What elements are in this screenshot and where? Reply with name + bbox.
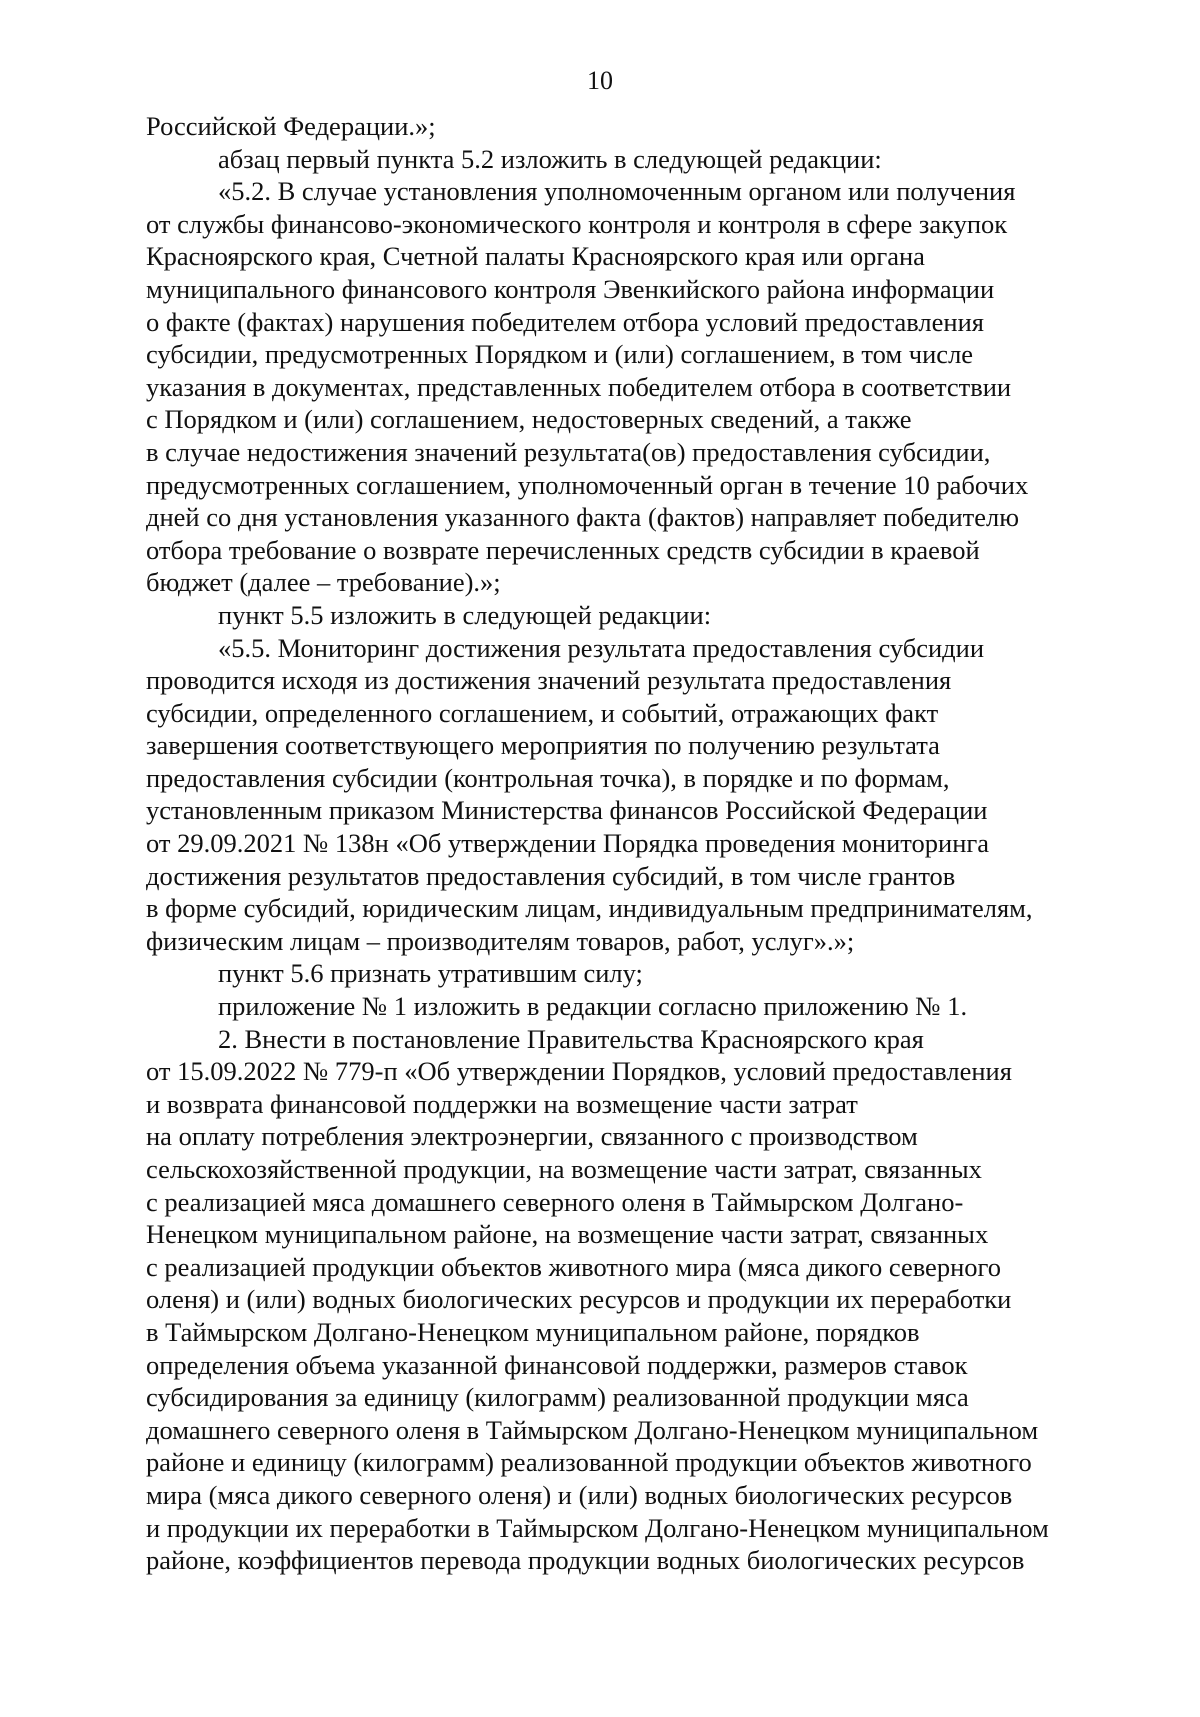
text-line: районе, коэффициентов перевода продукции водных биологических ресурсов: [146, 1545, 1025, 1576]
text-line: муниципального финансового контроля Эвенкийского района информации: [146, 273, 995, 304]
text-line: 2. Внести в постановление Правительства Красноярского края: [218, 1023, 924, 1054]
text-line: сельскохозяйственной продукции, на возмещение части затрат, связанных: [146, 1154, 982, 1184]
text-line: в Таймырском Долгано-Ненецком муниципальном районе, порядков: [146, 1316, 920, 1347]
text-line: и продукции их переработки в Таймырском Долгано-Ненецком муниципальном: [146, 1512, 1049, 1543]
text-line: физическим лицам – производителям товаров, работ, услуг».»;: [146, 925, 855, 956]
text-line: с Порядком и (или) соглашением, недостоверных сведений, а также: [146, 404, 912, 435]
text-line: завершения соответствующего мероприятия по получению результата: [146, 730, 940, 761]
text-line: отбора требование о возврате перечисленных средств субсидии в краевой: [146, 534, 980, 565]
text-line: «5.2. В случае установления уполномоченным органом или получения: [218, 176, 1016, 207]
text-line: абзац первый пункта 5.2 изложить в следующей редакции:: [218, 143, 882, 174]
text-line: пункт 5.6 признать утратившим силу;: [218, 958, 643, 989]
text-line: Красноярского края, Счетной палаты Красноярского края или органа: [146, 241, 925, 272]
text-line: о факте (фактах) нарушения победителем отбора условий предоставления: [146, 306, 984, 337]
text-line: пункт 5.5 изложить в следующей редакции:: [218, 599, 712, 630]
text-line: достижения результатов предоставления субсидий, в том числе грантов: [146, 860, 956, 891]
text-line: домашнего северного оленя в Таймырском Долгано-Ненецком муниципальном: [146, 1414, 1039, 1445]
text-line: дней со дня установления указанного факта (фактов) направляет победителю: [146, 502, 1020, 533]
text-line: «5.5. Мониторинг достижения результата предоставления субсидии: [218, 632, 985, 663]
text-line: определения объема указанной финансовой поддержки, размеров ставок: [146, 1349, 968, 1380]
text-line: в случае недостижения значений результата(ов) предоставления субсидии,: [146, 436, 991, 467]
text-line: и возврата финансовой поддержки на возмещение части затрат: [146, 1088, 858, 1119]
text-line: предоставления субсидии (контрольная точка), в порядке и по формам,: [146, 762, 950, 793]
text-line: районе и единицу (килограмм) реализованной продукции объектов животного: [146, 1447, 1032, 1478]
text-line: субсидии, определенного соглашением, и событий, отражающих факт: [146, 697, 939, 728]
text-line: от службы финансово-экономического контроля и контроля в сфере закупок: [146, 208, 1008, 239]
text-line: предусмотренных соглашением, уполномоченный орган в течение 10 рабочих: [146, 469, 1029, 500]
text-line: приложение № 1 изложить в редакции согласно приложению № 1.: [218, 991, 968, 1022]
text-line: в форме субсидий, юридическим лицам, индивидуальным предпринимателям,: [146, 893, 1033, 924]
text-line: указания в документах, представленных победителем отбора в соответствии: [146, 371, 1012, 402]
text-line: от 15.09.2022 № 779-п «Об утверждении Порядков, условий предоставления: [146, 1056, 1012, 1087]
text-line: проводится исходя из достижения значений результата предоставления: [146, 665, 952, 696]
text-line: с реализацией продукции объектов животного мира (мяса дикого северного: [146, 1251, 1001, 1282]
text-line: мира (мяса дикого северного оленя) и (или) водных биологических ресурсов: [146, 1479, 1013, 1510]
text-line: бюджет (далее – требование).»;: [146, 567, 501, 598]
text-line: субсидии, предусмотренных Порядком и (или) соглашением, в том числе: [146, 339, 974, 370]
text-line: оленя) и (или) водных биологических ресурсов и продукции их переработки: [146, 1284, 1012, 1315]
text-line: с реализацией мяса домашнего северного оленя в Таймырском Долгано-: [146, 1186, 964, 1217]
text-line: Российской Федерации.»;: [146, 111, 436, 141]
text-line: субсидирования за единицу (килограмм) реализованной продукции мяса: [146, 1382, 969, 1413]
text-line: установленным приказом Министерства финансов Российской Федерации: [146, 795, 988, 826]
document-body: [146, 110, 1108, 1577]
text-line: от 29.09.2021 № 138н «Об утверждении Порядка проведения мониторинга: [146, 828, 990, 859]
text-line: на оплату потребления электроэнергии, связанного с производством: [146, 1121, 918, 1152]
text-line: Ненецком муниципальном районе, на возмещение части затрат, связанных: [146, 1219, 989, 1250]
page-number: 10: [587, 66, 613, 95]
